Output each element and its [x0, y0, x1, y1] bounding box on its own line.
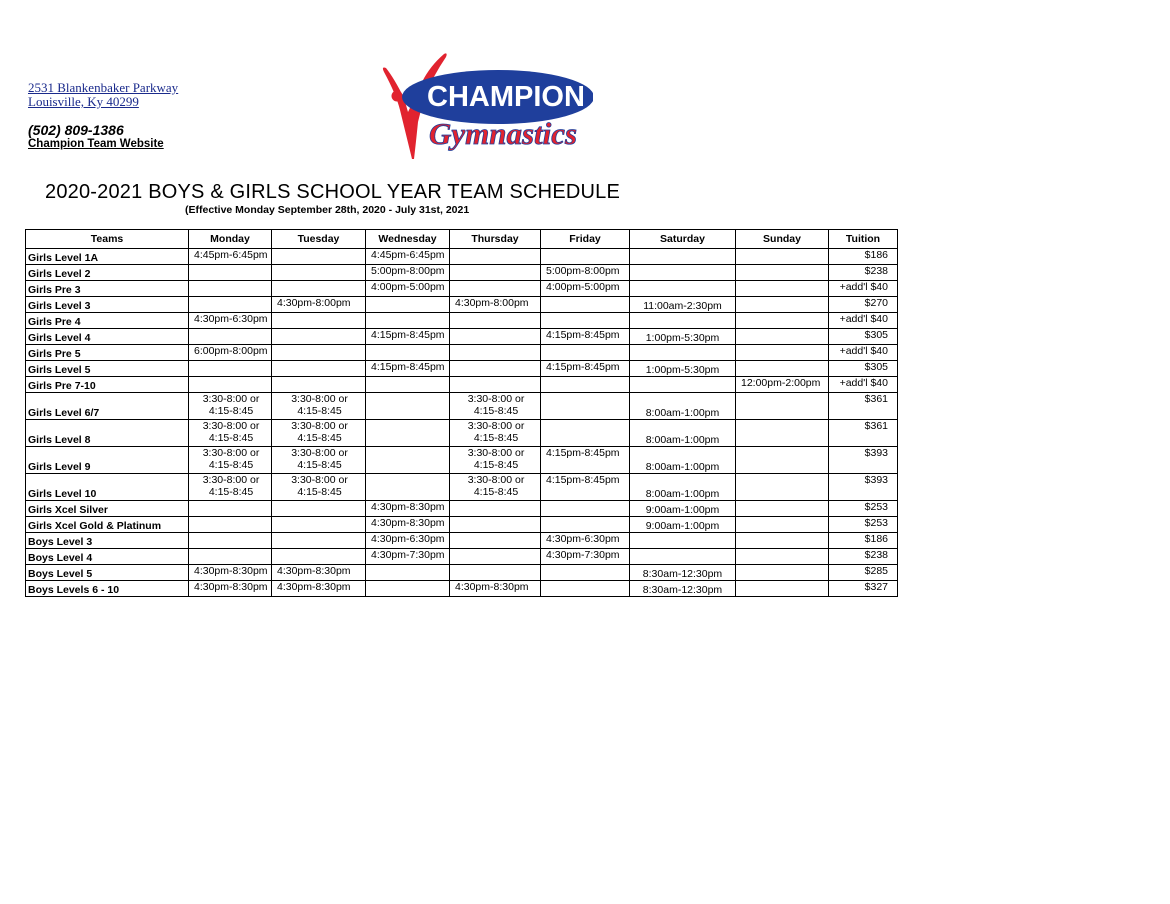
table-row [26, 581, 898, 597]
cell-friday: 4:00pm-5:00pm [541, 281, 630, 297]
table-row [26, 447, 898, 474]
cell-friday: 4:15pm-8:45pm [541, 447, 630, 474]
cell-wednesday [366, 420, 450, 447]
cell-tuition: $305 [829, 329, 898, 345]
cell-tuition: +add'l $40 [829, 281, 898, 297]
team-website-link[interactable]: Champion Team Website [28, 138, 164, 150]
cell-friday: 4:15pm-8:45pm [541, 474, 630, 501]
column-header-thursday: Thursday [450, 230, 541, 249]
cell-friday: 4:15pm-8:45pm [541, 361, 630, 377]
address[interactable] [28, 81, 178, 109]
cell-monday [189, 549, 272, 565]
cell-saturday: 9:00am-1:00pm [630, 517, 736, 533]
table-row [26, 565, 898, 581]
table-row [26, 474, 898, 501]
cell-sunday [736, 565, 829, 581]
cell-monday [189, 297, 272, 313]
cell-team: Girls Level 3 [26, 297, 189, 313]
cell-thursday [450, 565, 541, 581]
cell-wednesday: 4:15pm-8:45pm [366, 361, 450, 377]
cell-tuesday: 3:30-8:00 or 4:15-8:45 [272, 447, 366, 474]
cell-sunday [736, 265, 829, 281]
cell-tuesday: 3:30-8:00 or 4:15-8:45 [272, 420, 366, 447]
cell-friday [541, 581, 630, 597]
cell-monday: 3:30-8:00 or 4:15-8:45 [189, 420, 272, 447]
cell-monday: 4:30pm-6:30pm [189, 313, 272, 329]
cell-saturday [630, 533, 736, 549]
cell-friday: 4:30pm-6:30pm [541, 533, 630, 549]
cell-saturday [630, 549, 736, 565]
cell-team: Girls Xcel Silver [26, 501, 189, 517]
cell-thursday: 3:30-8:00 or 4:15-8:45 [450, 420, 541, 447]
column-header-tuesday: Tuesday [272, 230, 366, 249]
cell-tuition: $361 [829, 393, 898, 420]
cell-wednesday [366, 393, 450, 420]
cell-saturday: 11:00am-2:30pm [630, 297, 736, 313]
cell-saturday: 8:30am-12:30pm [630, 581, 736, 597]
cell-friday: 4:30pm-7:30pm [541, 549, 630, 565]
logo-text-gymnastics: Gymnastics [428, 116, 578, 151]
cell-monday [189, 265, 272, 281]
logo-text-champion: CHAMPION [427, 81, 585, 113]
cell-tuition: $361 [829, 420, 898, 447]
cell-friday [541, 517, 630, 533]
cell-tuition: $327 [829, 581, 898, 597]
table-row [26, 393, 898, 420]
column-header-tuition: Tuition [829, 230, 898, 249]
cell-team: Girls Pre 4 [26, 313, 189, 329]
cell-tuesday [272, 313, 366, 329]
cell-monday: 6:00pm-8:00pm [189, 345, 272, 361]
cell-tuesday [272, 533, 366, 549]
cell-team: Girls Pre 3 [26, 281, 189, 297]
cell-team: Girls Level 10 [26, 474, 189, 501]
cell-tuesday [272, 501, 366, 517]
cell-thursday [450, 345, 541, 361]
cell-thursday [450, 265, 541, 281]
table-row [26, 361, 898, 377]
table-row [26, 420, 898, 447]
cell-friday: 5:00pm-8:00pm [541, 265, 630, 281]
schedule-title: 2020-2021 BOYS & GIRLS SCHOOL YEAR TEAM SCHEDULE [45, 181, 621, 203]
cell-tuesday [272, 361, 366, 377]
cell-wednesday [366, 345, 450, 361]
cell-monday: 3:30-8:00 or 4:15-8:45 [189, 447, 272, 474]
cell-thursday: 3:30-8:00 or 4:15-8:45 [450, 393, 541, 420]
cell-tuesday: 4:30pm-8:30pm [272, 565, 366, 581]
cell-sunday [736, 420, 829, 447]
cell-wednesday [366, 377, 450, 393]
table-row [26, 313, 898, 329]
cell-monday [189, 281, 272, 297]
cell-sunday [736, 249, 829, 265]
cell-wednesday [366, 581, 450, 597]
cell-tuition: +add'l $40 [829, 313, 898, 329]
cell-tuition: $186 [829, 533, 898, 549]
cell-saturday [630, 281, 736, 297]
cell-monday [189, 517, 272, 533]
cell-friday [541, 313, 630, 329]
cell-tuesday: 4:30pm-8:00pm [272, 297, 366, 313]
cell-saturday [630, 345, 736, 361]
cell-tuition: $393 [829, 474, 898, 501]
cell-saturday [630, 377, 736, 393]
cell-sunday [736, 329, 829, 345]
cell-team: Girls Level 9 [26, 447, 189, 474]
cell-thursday: 3:30-8:00 or 4:15-8:45 [450, 447, 541, 474]
cell-tuition: $393 [829, 447, 898, 474]
table-row [26, 377, 898, 393]
table-row [26, 329, 898, 345]
cell-friday [541, 249, 630, 265]
cell-monday [189, 533, 272, 549]
cell-tuesday [272, 549, 366, 565]
cell-saturday: 9:00am-1:00pm [630, 501, 736, 517]
cell-team: Boys Level 3 [26, 533, 189, 549]
column-header-saturday: Saturday [630, 230, 736, 249]
cell-tuition: +add'l $40 [829, 377, 898, 393]
cell-wednesday [366, 565, 450, 581]
cell-monday [189, 361, 272, 377]
cell-team: Girls Pre 5 [26, 345, 189, 361]
schedule-subtitle: (Effective Monday September 28th, 2020 - July 31st, 2021 [185, 204, 470, 216]
cell-sunday: 12:00pm-2:00pm [736, 377, 829, 393]
cell-sunday [736, 517, 829, 533]
column-header-teams: Teams [26, 230, 189, 249]
cell-thursday [450, 517, 541, 533]
cell-team: Boys Level 4 [26, 549, 189, 565]
cell-sunday [736, 297, 829, 313]
cell-team: Girls Level 6/7 [26, 393, 189, 420]
cell-saturday [630, 249, 736, 265]
cell-tuesday [272, 249, 366, 265]
cell-wednesday: 4:00pm-5:00pm [366, 281, 450, 297]
cell-thursday [450, 533, 541, 549]
champion-gymnastics-logo [378, 52, 593, 167]
column-header-sunday: Sunday [736, 230, 829, 249]
cell-sunday [736, 345, 829, 361]
phone-number: (502) 809-1386 [28, 122, 124, 138]
cell-wednesday: 4:30pm-6:30pm [366, 533, 450, 549]
cell-sunday [736, 549, 829, 565]
cell-thursday: 4:30pm-8:00pm [450, 297, 541, 313]
cell-wednesday: 4:30pm-8:30pm [366, 517, 450, 533]
cell-sunday [736, 581, 829, 597]
cell-friday [541, 345, 630, 361]
cell-friday [541, 420, 630, 447]
cell-saturday: 8:30am-12:30pm [630, 565, 736, 581]
cell-team: Boys Level 5 [26, 565, 189, 581]
cell-wednesday: 4:30pm-8:30pm [366, 501, 450, 517]
cell-sunday [736, 281, 829, 297]
cell-friday [541, 393, 630, 420]
cell-tuition: $253 [829, 501, 898, 517]
cell-tuesday [272, 265, 366, 281]
cell-tuition: $238 [829, 549, 898, 565]
cell-thursday: 3:30-8:00 or 4:15-8:45 [450, 474, 541, 501]
cell-friday [541, 565, 630, 581]
cell-tuition: $253 [829, 517, 898, 533]
cell-tuesday: 3:30-8:00 or 4:15-8:45 [272, 393, 366, 420]
cell-tuesday [272, 329, 366, 345]
table-row [26, 297, 898, 313]
cell-thursday [450, 361, 541, 377]
cell-sunday [736, 474, 829, 501]
table-header-row [26, 230, 898, 249]
cell-team: Boys Levels 6 - 10 [26, 581, 189, 597]
cell-saturday: 8:00am-1:00pm [630, 393, 736, 420]
cell-monday: 4:30pm-8:30pm [189, 581, 272, 597]
table-row [26, 345, 898, 361]
cell-thursday [450, 313, 541, 329]
cell-saturday: 8:00am-1:00pm [630, 447, 736, 474]
cell-tuition: $186 [829, 249, 898, 265]
cell-friday [541, 501, 630, 517]
cell-saturday: 8:00am-1:00pm [630, 474, 736, 501]
cell-tuesday [272, 517, 366, 533]
cell-monday [189, 329, 272, 345]
cell-thursday [450, 249, 541, 265]
cell-wednesday [366, 313, 450, 329]
cell-team: Girls Level 8 [26, 420, 189, 447]
table-row [26, 281, 898, 297]
cell-thursday: 4:30pm-8:30pm [450, 581, 541, 597]
cell-tuition: $305 [829, 361, 898, 377]
cell-monday [189, 377, 272, 393]
cell-monday: 3:30-8:00 or 4:15-8:45 [189, 393, 272, 420]
cell-saturday: 8:00am-1:00pm [630, 420, 736, 447]
cell-tuition: +add'l $40 [829, 345, 898, 361]
cell-friday [541, 377, 630, 393]
cell-thursday [450, 281, 541, 297]
cell-sunday [736, 361, 829, 377]
cell-friday [541, 297, 630, 313]
cell-monday: 4:45pm-6:45pm [189, 249, 272, 265]
cell-wednesday: 4:30pm-7:30pm [366, 549, 450, 565]
cell-saturday [630, 313, 736, 329]
cell-tuesday: 4:30pm-8:30pm [272, 581, 366, 597]
cell-wednesday [366, 474, 450, 501]
table-row [26, 517, 898, 533]
cell-team: Girls Pre 7-10 [26, 377, 189, 393]
cell-monday: 3:30-8:00 or 4:15-8:45 [189, 474, 272, 501]
cell-team: Girls Level 4 [26, 329, 189, 345]
cell-tuesday [272, 281, 366, 297]
cell-sunday [736, 501, 829, 517]
column-header-monday: Monday [189, 230, 272, 249]
cell-tuition: $285 [829, 565, 898, 581]
cell-wednesday [366, 447, 450, 474]
cell-monday [189, 501, 272, 517]
column-header-wednesday: Wednesday [366, 230, 450, 249]
address-line-2[interactable]: Louisville, Ky 40299 [28, 94, 139, 109]
cell-wednesday: 4:45pm-6:45pm [366, 249, 450, 265]
table-row [26, 265, 898, 281]
address-line-1[interactable]: 2531 Blankenbaker Parkway [28, 80, 179, 95]
cell-sunday [736, 313, 829, 329]
table-row [26, 249, 898, 265]
cell-sunday [736, 393, 829, 420]
table-row [26, 549, 898, 565]
cell-thursday [450, 329, 541, 345]
cell-wednesday: 4:15pm-8:45pm [366, 329, 450, 345]
cell-tuesday [272, 345, 366, 361]
table-row [26, 533, 898, 549]
cell-thursday [450, 549, 541, 565]
team-schedule-table [25, 229, 898, 597]
cell-saturday: 1:00pm-5:30pm [630, 329, 736, 345]
cell-tuesday: 3:30-8:00 or 4:15-8:45 [272, 474, 366, 501]
column-header-friday: Friday [541, 230, 630, 249]
cell-wednesday: 5:00pm-8:00pm [366, 265, 450, 281]
cell-tuition: $270 [829, 297, 898, 313]
cell-saturday: 1:00pm-5:30pm [630, 361, 736, 377]
cell-sunday [736, 533, 829, 549]
cell-team: Girls Level 2 [26, 265, 189, 281]
cell-tuesday [272, 377, 366, 393]
cell-friday: 4:15pm-8:45pm [541, 329, 630, 345]
cell-team: Girls Level 1A [26, 249, 189, 265]
cell-sunday [736, 447, 829, 474]
cell-tuition: $238 [829, 265, 898, 281]
cell-monday: 4:30pm-8:30pm [189, 565, 272, 581]
cell-team: Girls Xcel Gold & Platinum [26, 517, 189, 533]
cell-wednesday [366, 297, 450, 313]
table-row [26, 501, 898, 517]
cell-thursday [450, 501, 541, 517]
cell-saturday [630, 265, 736, 281]
cell-team: Girls Level 5 [26, 361, 189, 377]
cell-thursday [450, 377, 541, 393]
